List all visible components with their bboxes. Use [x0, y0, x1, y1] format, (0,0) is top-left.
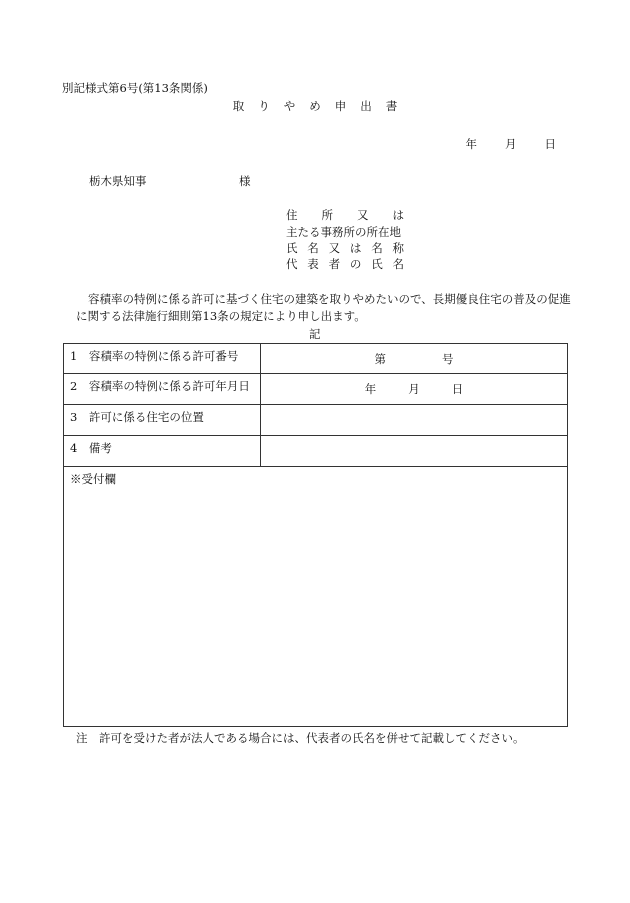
table-row [64, 344, 568, 374]
label-char: は [349, 241, 362, 255]
title-char: 出 [360, 99, 372, 113]
title-char: 申 [334, 99, 347, 113]
remarks-label: 4 備考 [64, 436, 261, 467]
applicant-name-label [286, 243, 404, 255]
table-row [64, 467, 568, 727]
date-day-label: 日 [544, 137, 556, 151]
permit-date-field[interactable] [261, 374, 568, 405]
footnote: 注 許可を受けた者が法人である場合には、代表者の氏名を併せて記載してください。 [76, 731, 525, 745]
date-year-label: 年 [465, 137, 477, 151]
label-char: 名 [307, 241, 319, 255]
addressee: 栃木県知事 [89, 174, 147, 188]
submission-date [438, 139, 557, 151]
go-label: 号 [442, 351, 454, 366]
month-label: 月 [408, 382, 420, 396]
reception-box: ※受付欄 [64, 467, 568, 727]
label-char: 住 [286, 208, 298, 222]
title-char: り [258, 99, 270, 113]
title-char: め [309, 99, 321, 113]
table-row [64, 374, 568, 405]
form-reference: 別記様式第6号(第13条関係) [62, 81, 208, 95]
house-location-field[interactable] [261, 405, 568, 436]
label-char: 名 [392, 257, 404, 271]
title-char: や [283, 99, 296, 113]
dai-label: 第 [374, 351, 386, 366]
honorific: 様 [239, 174, 251, 188]
label-char: 又 [357, 208, 369, 222]
document-title [0, 101, 630, 113]
house-location-label: 3 許可に係る住宅の位置 [64, 405, 261, 436]
ki-heading: 記 [309, 327, 321, 341]
label-text: 主たる事務所の所在地 [286, 225, 401, 239]
label-char: 称 [392, 241, 404, 255]
title-char: 取 [232, 99, 245, 113]
body-paragraph: 容積率の特例に係る許可に基づく住宅の建築を取りやめたいので、長期優良住宅の普及の促進に関する法律施行細則第13条の規定により申し出ます。 [76, 292, 571, 323]
label-char: の [349, 257, 362, 271]
remarks-field[interactable] [261, 436, 568, 467]
form-table [63, 343, 568, 727]
day-label: 日 [451, 382, 464, 396]
label-char: 又 [328, 241, 341, 255]
label-char: 名 [371, 241, 383, 255]
permit-number-label: 1 容積率の特例に係る許可番号 [64, 344, 261, 374]
applicant-representative-label [286, 259, 404, 271]
applicant-office-label [286, 227, 404, 239]
year-label: 年 [364, 382, 377, 396]
label-char: 所 [321, 208, 333, 222]
label-char: 者 [328, 257, 341, 271]
title-char: 書 [385, 99, 398, 113]
label-char: 代 [286, 257, 298, 271]
label-char: 氏 [286, 241, 298, 255]
permit-number-field[interactable] [261, 344, 568, 374]
date-month-label: 月 [505, 137, 517, 151]
applicant-address-label [286, 210, 404, 222]
permit-date-label: 2 容積率の特例に係る許可年月日 [64, 374, 261, 405]
label-char: 表 [307, 257, 319, 271]
label-char: 氏 [371, 257, 383, 271]
table-row [64, 436, 568, 467]
table-row [64, 405, 568, 436]
label-char: は [392, 208, 404, 222]
